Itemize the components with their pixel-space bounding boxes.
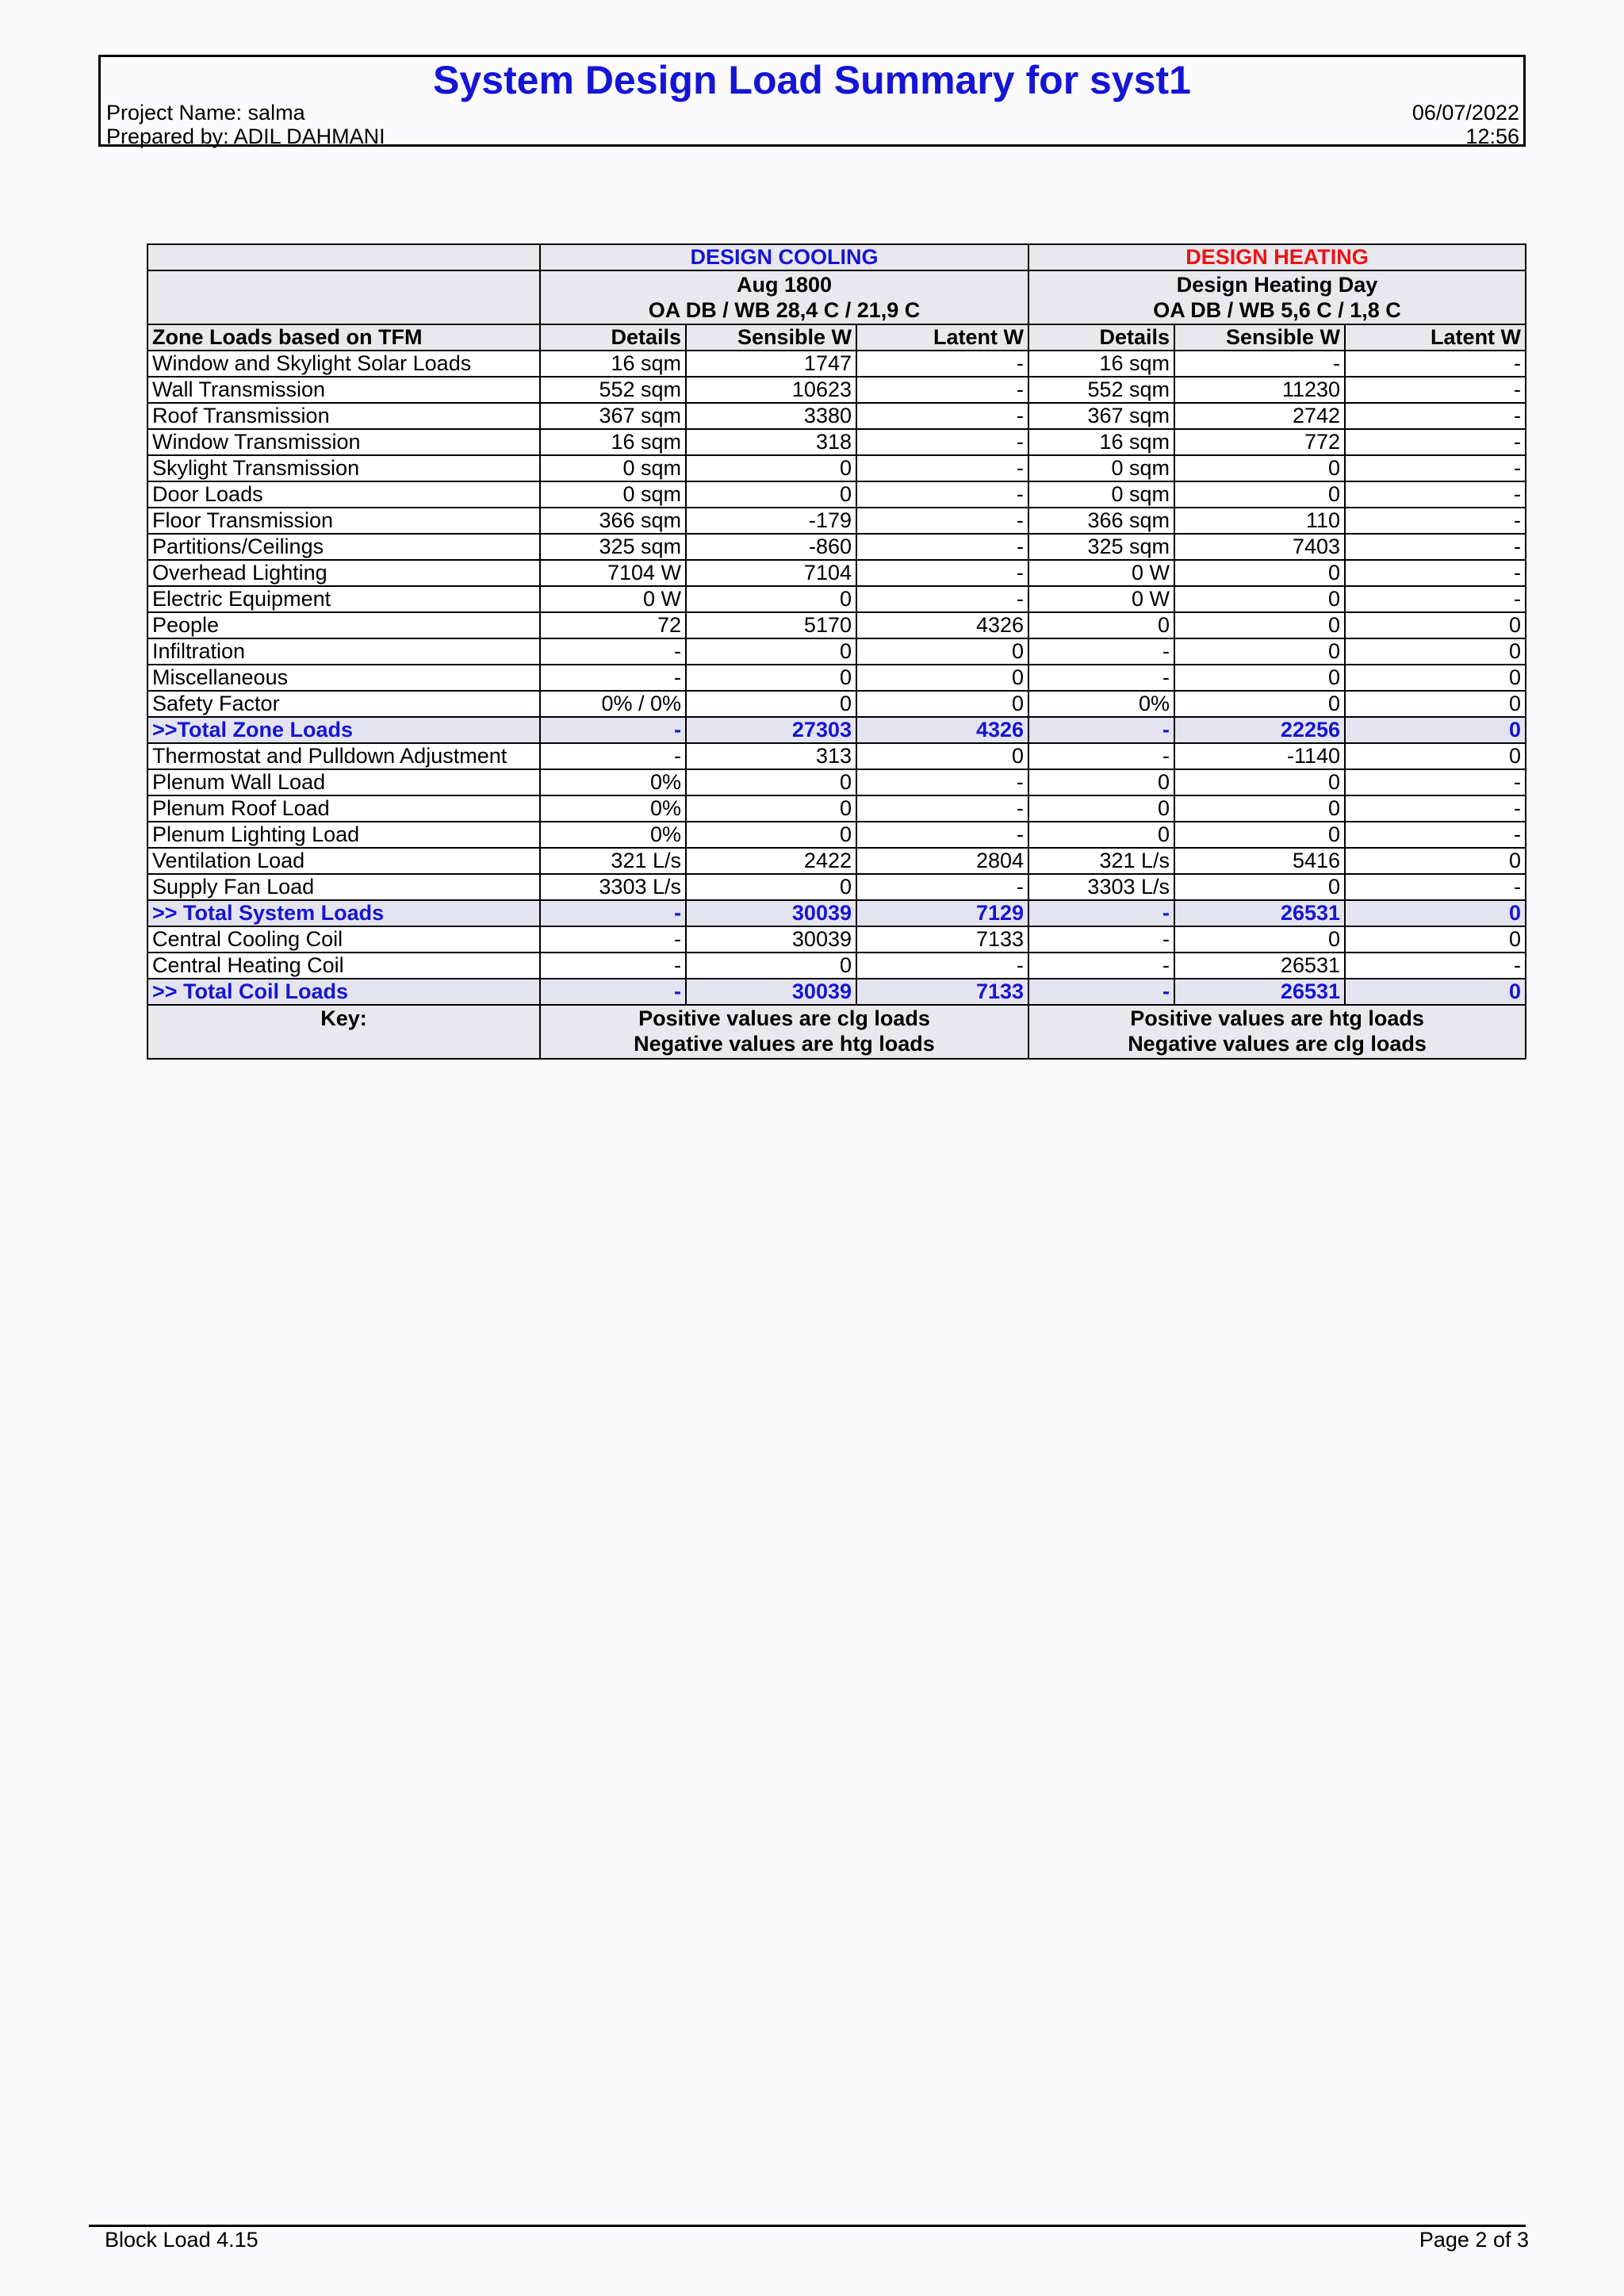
- page-number: Page 2 of 3: [1419, 2228, 1529, 2252]
- heating-sensible-cell: 11230: [1174, 377, 1345, 403]
- table-row: [147, 638, 1526, 665]
- heating-details-cell: 16 sqm: [1028, 429, 1174, 455]
- table-row: [147, 403, 1526, 429]
- column-header-row: [147, 324, 1526, 351]
- cooling-details-cell: 3303 L/s: [540, 874, 686, 900]
- heating-details-cell: 0 sqm: [1028, 455, 1174, 481]
- heating-details-cell: 552 sqm: [1028, 377, 1174, 403]
- cooling-sensible-cell: 5170: [686, 612, 856, 638]
- row-label: Safety Factor: [147, 691, 540, 717]
- heating-conditions: [1028, 270, 1526, 324]
- cooling-details-cell: 0%: [540, 769, 686, 795]
- row-label: Thermostat and Pulldown Adjustment: [147, 743, 540, 769]
- column-header-cooling-latent: Latent W: [856, 324, 1028, 351]
- heating-details-cell: 0: [1028, 822, 1174, 848]
- key-label: Key:: [147, 1005, 540, 1059]
- column-header-heating-latent: Latent W: [1345, 324, 1526, 351]
- table-row: [147, 665, 1526, 691]
- heating-latent-cell: 0: [1345, 691, 1526, 717]
- key-heating-line-2: Negative values are clg loads: [1128, 1032, 1427, 1056]
- column-header-heating-details: Details: [1028, 324, 1174, 351]
- heating-sensible-cell: -: [1174, 351, 1345, 377]
- heating-details-cell: 0 sqm: [1028, 481, 1174, 508]
- row-label: Floor Transmission: [147, 508, 540, 534]
- cooling-sensible-cell: 0: [686, 481, 856, 508]
- cooling-sensible-cell: 2422: [686, 848, 856, 874]
- cooling-latent-cell: -: [856, 429, 1028, 455]
- key-row: [147, 1005, 1526, 1059]
- row-label: Plenum Roof Load: [147, 795, 540, 822]
- cooling-details-cell: 0 sqm: [540, 481, 686, 508]
- cooling-sensible-cell: 27303: [686, 717, 856, 743]
- heating-latent-cell: -: [1345, 481, 1526, 508]
- heating-latent-cell: 0: [1345, 848, 1526, 874]
- cooling-latent-cell: -: [856, 481, 1028, 508]
- table-row: [147, 560, 1526, 586]
- section-title-row: [147, 244, 1526, 270]
- heating-sensible-cell: 0: [1174, 560, 1345, 586]
- cooling-details-cell: 16 sqm: [540, 351, 686, 377]
- table-row: [147, 508, 1526, 534]
- heating-sensible-cell: 0: [1174, 769, 1345, 795]
- cooling-latent-cell: 0: [856, 691, 1028, 717]
- heating-details-cell: 16 sqm: [1028, 351, 1174, 377]
- heating-latent-cell: 0: [1345, 743, 1526, 769]
- heating-latent-cell: -: [1345, 822, 1526, 848]
- heating-latent-cell: 0: [1345, 612, 1526, 638]
- cooling-latent-cell: -: [856, 560, 1028, 586]
- cooling-details-cell: 0 sqm: [540, 455, 686, 481]
- cooling-sensible-cell: 10623: [686, 377, 856, 403]
- cooling-sensible-cell: 0: [686, 455, 856, 481]
- cooling-sensible-cell: 0: [686, 953, 856, 979]
- table-row: [147, 874, 1526, 900]
- cooling-sensible-cell: 0: [686, 795, 856, 822]
- heating-details-cell: -: [1028, 665, 1174, 691]
- cooling-sensible-cell: 0: [686, 691, 856, 717]
- cooling-latent-cell: 0: [856, 743, 1028, 769]
- cooling-details-cell: -: [540, 665, 686, 691]
- cooling-sensible-cell: 3380: [686, 403, 856, 429]
- cooling-latent-cell: -: [856, 822, 1028, 848]
- heating-sensible-cell: 110: [1174, 508, 1345, 534]
- heating-details-cell: 0: [1028, 769, 1174, 795]
- heating-details-cell: 0%: [1028, 691, 1174, 717]
- cooling-details-cell: -: [540, 717, 686, 743]
- empty-header-cell: [147, 244, 540, 270]
- cooling-details-cell: -: [540, 926, 686, 953]
- total-row: [147, 717, 1526, 743]
- heating-latent-cell: -: [1345, 455, 1526, 481]
- cooling-details-cell: -: [540, 900, 686, 926]
- key-cooling: [540, 1005, 1028, 1059]
- table-row: [147, 534, 1526, 560]
- heating-sensible-cell: 772: [1174, 429, 1345, 455]
- cooling-sensible-cell: 0: [686, 586, 856, 612]
- heating-sensible-cell: 26531: [1174, 900, 1345, 926]
- heating-details-cell: -: [1028, 638, 1174, 665]
- heating-sensible-cell: 0: [1174, 586, 1345, 612]
- row-label: Partitions/Ceilings: [147, 534, 540, 560]
- cooling-sensible-cell: 0: [686, 769, 856, 795]
- heating-sensible-cell: 5416: [1174, 848, 1345, 874]
- cooling-details-cell: 0 W: [540, 586, 686, 612]
- key-cooling-line-1: Positive values are clg loads: [638, 1006, 930, 1030]
- row-label: Wall Transmission: [147, 377, 540, 403]
- heating-condition-line-2: OA DB / WB 5,6 C / 1,8 C: [1153, 298, 1401, 322]
- cooling-sensible-cell: 0: [686, 638, 856, 665]
- cooling-details-cell: 367 sqm: [540, 403, 686, 429]
- cooling-details-cell: 366 sqm: [540, 508, 686, 534]
- footer-divider: [89, 2225, 1526, 2227]
- heating-latent-cell: 0: [1345, 900, 1526, 926]
- row-label: Plenum Wall Load: [147, 769, 540, 795]
- cooling-details-cell: 552 sqm: [540, 377, 686, 403]
- heating-sensible-cell: 0: [1174, 926, 1345, 953]
- design-heating-title: DESIGN HEATING: [1028, 244, 1526, 270]
- cooling-sensible-cell: 7104: [686, 560, 856, 586]
- report-header: [98, 55, 1526, 147]
- heating-latent-cell: 0: [1345, 665, 1526, 691]
- cooling-latent-cell: -: [856, 874, 1028, 900]
- cooling-latent-cell: 7133: [856, 979, 1028, 1005]
- cooling-latent-cell: 2804: [856, 848, 1028, 874]
- heating-latent-cell: -: [1345, 586, 1526, 612]
- heating-details-cell: 0: [1028, 612, 1174, 638]
- table-row: [147, 769, 1526, 795]
- heating-details-cell: -: [1028, 979, 1174, 1005]
- heating-latent-cell: -: [1345, 953, 1526, 979]
- row-label: People: [147, 612, 540, 638]
- cooling-details-cell: 0%: [540, 795, 686, 822]
- cooling-latent-cell: 0: [856, 665, 1028, 691]
- cooling-latent-cell: -: [856, 769, 1028, 795]
- column-header-cooling-details: Details: [540, 324, 686, 351]
- key-heating-line-1: Positive values are htg loads: [1130, 1006, 1424, 1030]
- heating-sensible-cell: 22256: [1174, 717, 1345, 743]
- heating-sensible-cell: 0: [1174, 822, 1345, 848]
- heating-latent-cell: 0: [1345, 717, 1526, 743]
- heating-latent-cell: -: [1345, 534, 1526, 560]
- row-label: Ventilation Load: [147, 848, 540, 874]
- heating-latent-cell: -: [1345, 874, 1526, 900]
- table-row: [147, 691, 1526, 717]
- key-heating: [1028, 1005, 1526, 1059]
- table-row: [147, 481, 1526, 508]
- cooling-sensible-cell: 1747: [686, 351, 856, 377]
- row-label: Electric Equipment: [147, 586, 540, 612]
- cooling-details-cell: -: [540, 743, 686, 769]
- cooling-details-cell: -: [540, 638, 686, 665]
- heating-condition-line-1: Design Heating Day: [1176, 273, 1378, 297]
- heating-latent-cell: -: [1345, 769, 1526, 795]
- column-header-zone-loads: Zone Loads based on TFM: [147, 324, 540, 351]
- row-label: Door Loads: [147, 481, 540, 508]
- row-label: >>Total Zone Loads: [147, 717, 540, 743]
- cooling-sensible-cell: 0: [686, 822, 856, 848]
- cooling-latent-cell: -: [856, 403, 1028, 429]
- heating-sensible-cell: 0: [1174, 795, 1345, 822]
- heating-details-cell: 0 W: [1028, 560, 1174, 586]
- table-row: [147, 586, 1526, 612]
- cooling-sensible-cell: -179: [686, 508, 856, 534]
- heating-sensible-cell: -1140: [1174, 743, 1345, 769]
- row-label: >> Total Coil Loads: [147, 979, 540, 1005]
- cooling-latent-cell: -: [856, 377, 1028, 403]
- report-time: 12:56: [1465, 125, 1519, 148]
- cooling-details-cell: -: [540, 953, 686, 979]
- row-label: Window and Skylight Solar Loads: [147, 351, 540, 377]
- heating-details-cell: 3303 L/s: [1028, 874, 1174, 900]
- cooling-details-cell: 16 sqm: [540, 429, 686, 455]
- conditions-row: [147, 270, 1526, 324]
- heating-latent-cell: -: [1345, 560, 1526, 586]
- cooling-latent-cell: 0: [856, 638, 1028, 665]
- heating-latent-cell: -: [1345, 377, 1526, 403]
- cooling-latent-cell: 7133: [856, 926, 1028, 953]
- cooling-condition-line-1: Aug 1800: [736, 273, 833, 297]
- heating-details-cell: 325 sqm: [1028, 534, 1174, 560]
- table-row: [147, 926, 1526, 953]
- row-label: Roof Transmission: [147, 403, 540, 429]
- cooling-latent-cell: 7129: [856, 900, 1028, 926]
- heating-sensible-cell: 0: [1174, 874, 1345, 900]
- heating-sensible-cell: 0: [1174, 612, 1345, 638]
- column-header-heating-sensible: Sensible W: [1174, 324, 1345, 351]
- cooling-latent-cell: 4326: [856, 717, 1028, 743]
- row-label: Central Heating Coil: [147, 953, 540, 979]
- table-row: [147, 377, 1526, 403]
- report-title: System Design Load Summary for syst1: [433, 58, 1191, 102]
- total-row: [147, 900, 1526, 926]
- cooling-latent-cell: -: [856, 455, 1028, 481]
- cooling-latent-cell: -: [856, 534, 1028, 560]
- heating-sensible-cell: 0: [1174, 691, 1345, 717]
- row-label: Supply Fan Load: [147, 874, 540, 900]
- heating-details-cell: -: [1028, 717, 1174, 743]
- total-row: [147, 979, 1526, 1005]
- load-summary-table: [147, 243, 1526, 1060]
- table-row: [147, 743, 1526, 769]
- table-row: [147, 429, 1526, 455]
- project-name: Project Name: salma: [106, 101, 305, 125]
- cooling-sensible-cell: 318: [686, 429, 856, 455]
- column-header-cooling-sensible: Sensible W: [686, 324, 856, 351]
- heating-sensible-cell: 0: [1174, 665, 1345, 691]
- heating-sensible-cell: 0: [1174, 455, 1345, 481]
- cooling-sensible-cell: 30039: [686, 926, 856, 953]
- heating-latent-cell: -: [1345, 429, 1526, 455]
- table-row: [147, 351, 1526, 377]
- row-label: Infiltration: [147, 638, 540, 665]
- heating-details-cell: 321 L/s: [1028, 848, 1174, 874]
- heating-details-cell: -: [1028, 743, 1174, 769]
- heating-latent-cell: -: [1345, 795, 1526, 822]
- cooling-condition-line-2: OA DB / WB 28,4 C / 21,9 C: [648, 298, 921, 322]
- row-label: >> Total System Loads: [147, 900, 540, 926]
- row-label: Plenum Lighting Load: [147, 822, 540, 848]
- row-label: Window Transmission: [147, 429, 540, 455]
- cooling-details-cell: 325 sqm: [540, 534, 686, 560]
- software-version: Block Load 4.15: [105, 2228, 259, 2252]
- row-label: Central Cooling Coil: [147, 926, 540, 953]
- design-cooling-title: DESIGN COOLING: [540, 244, 1028, 270]
- cooling-latent-cell: 4326: [856, 612, 1028, 638]
- cooling-details-cell: 72: [540, 612, 686, 638]
- cooling-latent-cell: -: [856, 586, 1028, 612]
- heating-details-cell: 0: [1028, 795, 1174, 822]
- cooling-sensible-cell: 0: [686, 665, 856, 691]
- cooling-sensible-cell: 30039: [686, 979, 856, 1005]
- cooling-sensible-cell: 313: [686, 743, 856, 769]
- table-row: [147, 612, 1526, 638]
- key-cooling-line-2: Negative values are htg loads: [634, 1032, 935, 1056]
- heating-sensible-cell: 26531: [1174, 979, 1345, 1005]
- row-label: Miscellaneous: [147, 665, 540, 691]
- cooling-details-cell: 0% / 0%: [540, 691, 686, 717]
- cooling-latent-cell: -: [856, 953, 1028, 979]
- heating-latent-cell: -: [1345, 508, 1526, 534]
- table-row: [147, 795, 1526, 822]
- heating-details-cell: -: [1028, 926, 1174, 953]
- heating-sensible-cell: 0: [1174, 481, 1345, 508]
- table-row: [147, 953, 1526, 979]
- row-label: Skylight Transmission: [147, 455, 540, 481]
- heating-sensible-cell: 2742: [1174, 403, 1345, 429]
- heating-latent-cell: 0: [1345, 638, 1526, 665]
- table-row: [147, 848, 1526, 874]
- cooling-latent-cell: -: [856, 508, 1028, 534]
- cooling-sensible-cell: 30039: [686, 900, 856, 926]
- heating-sensible-cell: 26531: [1174, 953, 1345, 979]
- heating-latent-cell: -: [1345, 403, 1526, 429]
- cooling-details-cell: 321 L/s: [540, 848, 686, 874]
- heating-sensible-cell: 7403: [1174, 534, 1345, 560]
- cooling-details-cell: 0%: [540, 822, 686, 848]
- empty-header-cell: [147, 270, 540, 324]
- heating-sensible-cell: 0: [1174, 638, 1345, 665]
- heating-latent-cell: -: [1345, 351, 1526, 377]
- report-date: 06/07/2022: [1411, 101, 1519, 125]
- cooling-sensible-cell: 0: [686, 874, 856, 900]
- table-row: [147, 822, 1526, 848]
- cooling-sensible-cell: -860: [686, 534, 856, 560]
- cooling-details-cell: 7104 W: [540, 560, 686, 586]
- cooling-latent-cell: -: [856, 351, 1028, 377]
- cooling-details-cell: -: [540, 979, 686, 1005]
- heating-details-cell: 0 W: [1028, 586, 1174, 612]
- row-label: Overhead Lighting: [147, 560, 540, 586]
- cooling-conditions: [540, 270, 1028, 324]
- heating-details-cell: -: [1028, 953, 1174, 979]
- heating-details-cell: 366 sqm: [1028, 508, 1174, 534]
- cooling-latent-cell: -: [856, 795, 1028, 822]
- prepared-by: Prepared by: ADIL DAHMANI: [106, 125, 385, 148]
- heating-details-cell: -: [1028, 900, 1174, 926]
- heating-latent-cell: 0: [1345, 926, 1526, 953]
- heating-latent-cell: 0: [1345, 979, 1526, 1005]
- table-row: [147, 455, 1526, 481]
- heating-details-cell: 367 sqm: [1028, 403, 1174, 429]
